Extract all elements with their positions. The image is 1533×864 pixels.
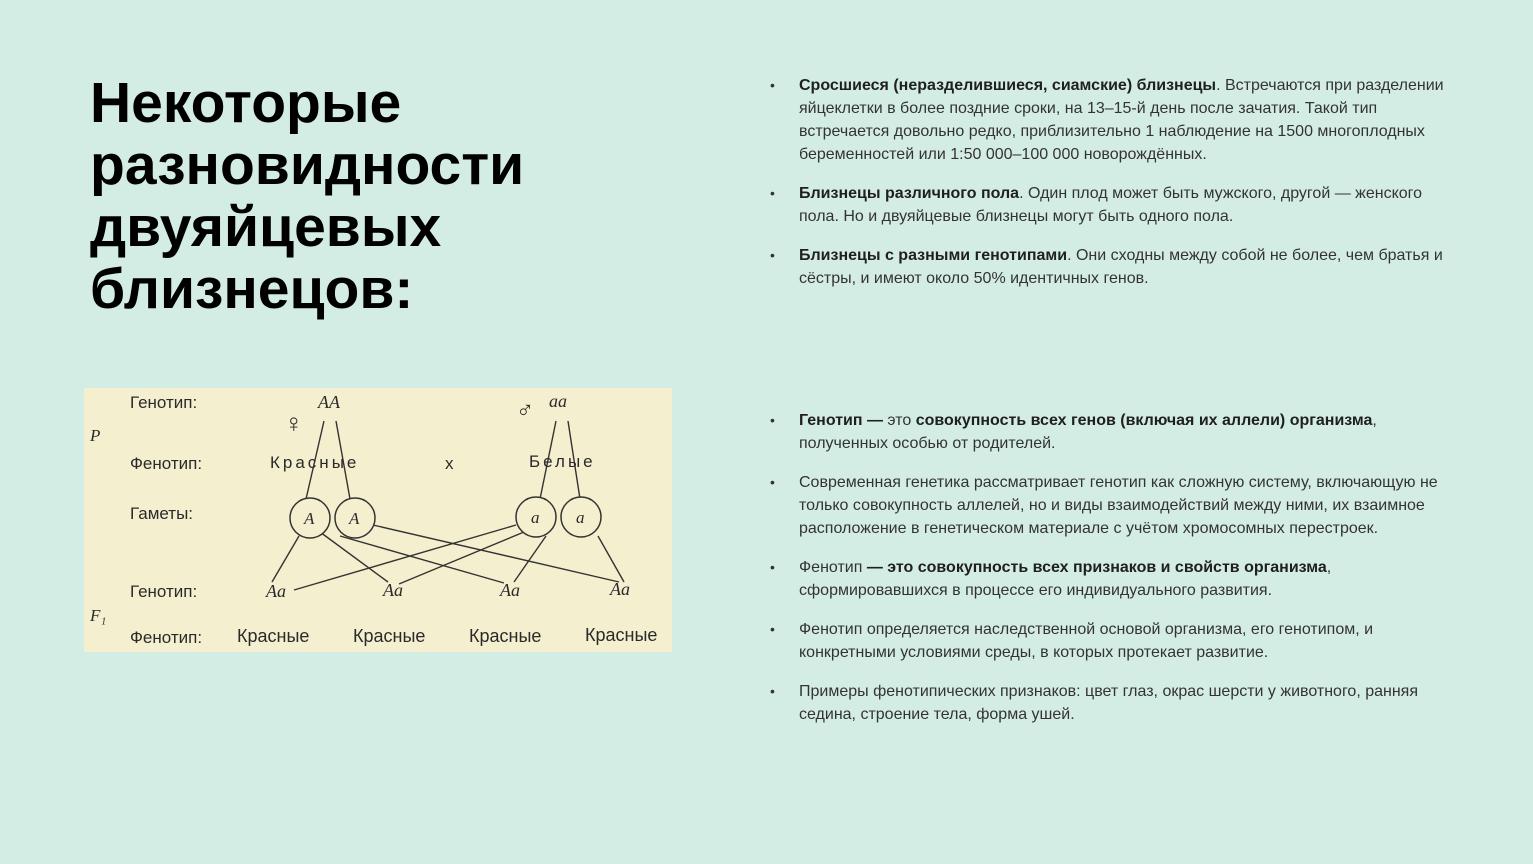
label-gametes: Гаметы: — [130, 504, 194, 523]
gamete-a-recessive: a — [576, 508, 585, 527]
label-phenotype-parents: Фенотип: — [130, 454, 203, 473]
offspring-genotype: Aa — [500, 580, 520, 600]
list-item-genotype-definition — [770, 409, 1450, 455]
male-phenotype: Белые — [529, 452, 596, 471]
offspring-genotype: Aa — [610, 579, 630, 599]
title-line-4: близнецов: — [90, 257, 414, 321]
slide-title — [90, 72, 650, 320]
list-item-modern-genetics: • Современная генетика рассматривает генотип как сложную систему, включающую не только совокупность аллелей, но и виды взаимодействий между ними, их взаимное расположение в генетическом материале с учётом хромосомных перестроек. — [770, 471, 1450, 540]
title-line-3: двуяйцевых — [90, 195, 442, 259]
offspring-phenotype: Красные — [237, 626, 310, 646]
genotype-definition: совокупность всех генов (включая их аллели) организма — [915, 412, 1373, 429]
text-fragment: , сформировавшихся в процессе его индивидуального развития. — [799, 559, 1332, 599]
list-item-different-sex — [770, 182, 1450, 228]
text-fragment: это — [882, 412, 916, 429]
male-genotype: aa — [549, 391, 567, 411]
female-symbol: ♀ — [284, 408, 304, 438]
list-item-phenotype-definition — [770, 556, 1450, 602]
line-gamete-offspring — [272, 536, 299, 582]
list-item-phenotype-examples: • Примеры фенотипических признаков: цвет глаз, окрас шерсти у животного, ранняя седина, строение тела, форма ушей. — [770, 680, 1450, 726]
line-gamete-offspring — [294, 525, 516, 590]
title-line-1: Некоторые — [90, 71, 402, 135]
line-gamete-offspring — [340, 536, 504, 583]
female-genotype: AA — [318, 392, 340, 412]
cross-symbol: x — [445, 454, 454, 473]
label-generation-f1: F₁ — [90, 606, 107, 625]
term-phenotype: Фенотип — [799, 559, 867, 576]
desc-different-sex: . Один плод может быть мужского, другой — женского пола. Но и двуяйцевые близнецы могут быть одного пола. — [799, 185, 1423, 225]
desc-conjoined: . Встречаются при разделении яйцеклетки в более поздние сроки, на 13–15-й день после зачатия. Такой тип встречается довольно редко, приблизительно 1 наблюдение на 1500 многоплодных беременностей или 1:50 000–100 000 новорождённых. — [799, 77, 1444, 163]
female-phenotype: Красные — [270, 453, 360, 472]
list-item-different-genotypes — [770, 244, 1450, 290]
gamete-a-dominant: A — [349, 509, 360, 528]
term-different-sex: Близнецы различного пола — [799, 185, 1020, 202]
offspring-genotype: Aa — [266, 581, 286, 601]
text-fragment: , полученных особью от родителей. — [799, 412, 1377, 452]
gamete-a-dominant: A — [304, 509, 315, 528]
line-gamete-offspring — [598, 536, 624, 582]
gamete-circles — [290, 497, 601, 538]
label-genotype-parents: Генотип: — [130, 393, 198, 412]
term-different-genotypes: Близнецы с разными генотипами — [799, 247, 1068, 264]
offspring-phenotype: Красные — [469, 626, 542, 646]
genotype-phenotype-list — [770, 409, 1450, 742]
offspring-phenotype: Красные — [585, 625, 658, 645]
title-line-2: разновидности — [90, 133, 525, 197]
twin-types-list — [770, 74, 1450, 306]
offspring-genotype: Aa — [383, 580, 403, 600]
label-phenotype-offspring: Фенотип: — [130, 628, 203, 647]
genetic-cross-diagram — [84, 388, 672, 652]
cross-diagram-svg — [84, 388, 672, 652]
term-conjoined: Сросшиеся (неразделившиеся, сиамские) близнецы — [799, 77, 1217, 94]
phenotype-definition: — это совокупность всех признаков и свойств организма — [866, 559, 1327, 576]
male-symbol: ♂ — [516, 397, 534, 424]
list-item-phenotype-factors: • Фенотип определяется наследственной основой организма, его генотипом, и конкретными условиями среды, в которых протекает развитие. — [770, 618, 1450, 664]
list-item-conjoined — [770, 74, 1450, 166]
offspring-phenotype: Красные — [353, 626, 426, 646]
term-genotype: Генотип — — [799, 412, 883, 429]
label-generation-p: P — [90, 426, 101, 445]
desc-different-genotypes: . Они сходны между собой не более, чем братья и сёстры, и имеют около 50% идентичных генов. — [799, 247, 1443, 287]
label-genotype-offspring: Генотип: — [130, 582, 198, 601]
gamete-a-recessive: a — [531, 508, 540, 527]
